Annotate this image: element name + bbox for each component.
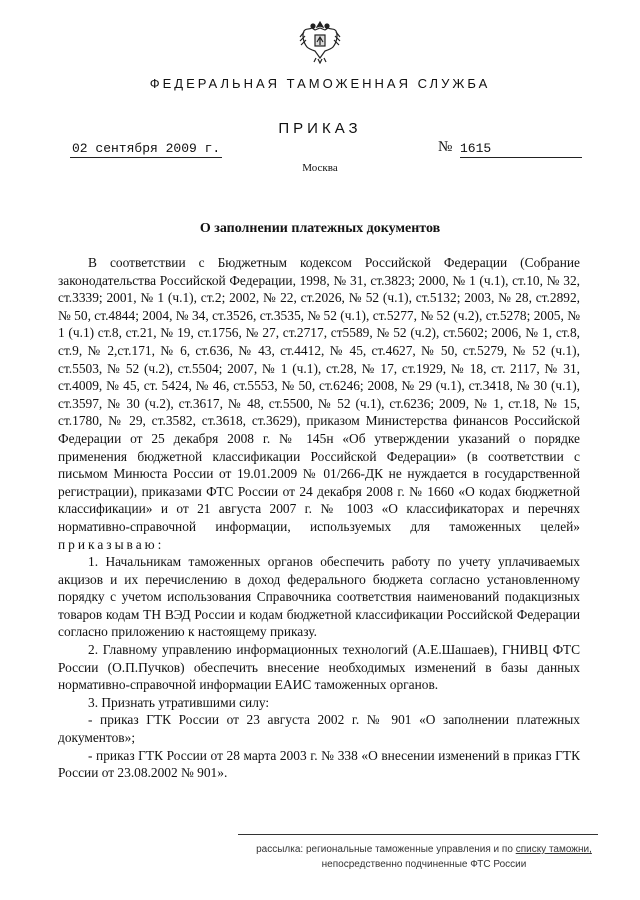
order-body xyxy=(58,254,580,782)
issuing-city: Москва xyxy=(302,162,338,174)
distribution-line-2: непосредственно подчиненные ФТС России xyxy=(321,859,527,870)
item-3-sub-1: - приказ ГТК России от 23 августа 2002 г. № 901 «О заполнении платежных документов»; xyxy=(58,712,580,746)
item-3: 3. Признать утратившими силу: xyxy=(88,694,270,710)
distribution-line-1 xyxy=(238,842,610,857)
order-word: приказываю: xyxy=(58,536,165,552)
item-2: 2. Главному управлению информационных технологий (А.Е.Шашаев), ГНИВЦ ФТС России (О.П.Пучков) обеспечить внесение необходимых изменений в базы данных нормативно-справочной информации ЕАИС таможенных органов. xyxy=(58,642,580,693)
agency-name: ФЕДЕРАЛЬНАЯ ТАМОЖЕННАЯ СЛУЖБА xyxy=(149,76,491,91)
order-number-sign: № xyxy=(438,139,453,155)
distribution-note xyxy=(238,842,610,872)
order-subject: О заполнении платежных документов xyxy=(199,221,441,236)
coat-of-arms-emblem xyxy=(298,18,342,64)
document-type-title: ПРИКАЗ xyxy=(278,120,362,137)
item-1: 1. Начальникам таможенных органов обеспечить работу по учету уплачиваемых акцизов и их перечислению в доход федерального бюджета согласно установленному порядку с учетом использования Справочника соответствия наименований подакцизных товаров кодам ТН ВЭД России и кодам бюджетной классификации Российской Федерации согласно приложению к настоящему приказу. xyxy=(58,554,580,640)
item-3-sub-2: - приказ ГТК России от 28 марта 2003 г. № 338 «О внесении изменений в приказ ГТК России от 23.08.2002 № 901». xyxy=(58,747,580,781)
distribution-prefix: рассылка: региональные таможенные управления и по xyxy=(256,844,516,855)
preamble-paragraph xyxy=(58,254,580,553)
preamble-text: В соответствии с Бюджетным кодексом Российской Федерации (Собрание законодательства Российской Федерации, 1998, № 31, ст.3823; 2000, № 1 (ч.1), ст.10, № 32, ст.3339; 2001, № 1 (ч.1), ст.2; 2002, № 22, ст.2026, № 52 (ч.1), ст.5132; 2003, № 28, ст.2892, № 50, ст.4844; 2004, № 34, ст.3526, ст.3535, № 52 (ч.1), ст.5277, № 52 (ч.2), ст.5278; 2005, № 1 (ч.1) ст.8, ст.21, № 19, ст.1756, № 27, ст.2717, ст5589, № 52 (ч.2), ст.5602; 2006, № 1, ст.8, ст.9, № 2,ст.171, № 6, ст.636, № 43, ст.4412, № 45, ст.4627, № 50, ст.5279, № 52 (ч.1), ст.5503, № 52 (ч.2), ст.5504; 2007, № 1 (ч.1), ст.28, № 17, ст.1929, № 18, ст. 2117, № 31, ст.4009, № 45, ст. 5424, № 46, ст.5553, № 50, ст.6246; 2008, № 29 (ч.1), ст.3418, № 30 (ч.1), ст.3597, № 30 (ч.2), ст.3617, № 48, ст.5500, № 52 (ч.1), ст.6236; 2009, № 1, ст.18, № 15, ст.1780, № 29, ст.3582, ст.3618, ст.3629), приказом Министерства финансов Российской Федерации от 25 декабря 2008 г. № 145н «Об утверждении указаний о порядке применения бюджетной классификации Российской Федерации» (в соответствии с письмом Минюста России от 19.01.2009 № 01/266-ДК не нуждается в государственной регистрации), приказами ФТС России от 24 декабря 2008 г. № 1660 «О кодах бюджетной классификации» и от 21 августа 2007 г. № 1003 «О классификаторах и перечнях нормативно-справочной информации, используемых для таможенных целей» xyxy=(58,255,580,534)
distribution-list-link: списку таможни, xyxy=(515,844,592,855)
order-number: 1615 xyxy=(460,141,582,158)
order-date: 02 сентября 2009 г. xyxy=(72,141,221,156)
footer-divider xyxy=(238,834,598,835)
